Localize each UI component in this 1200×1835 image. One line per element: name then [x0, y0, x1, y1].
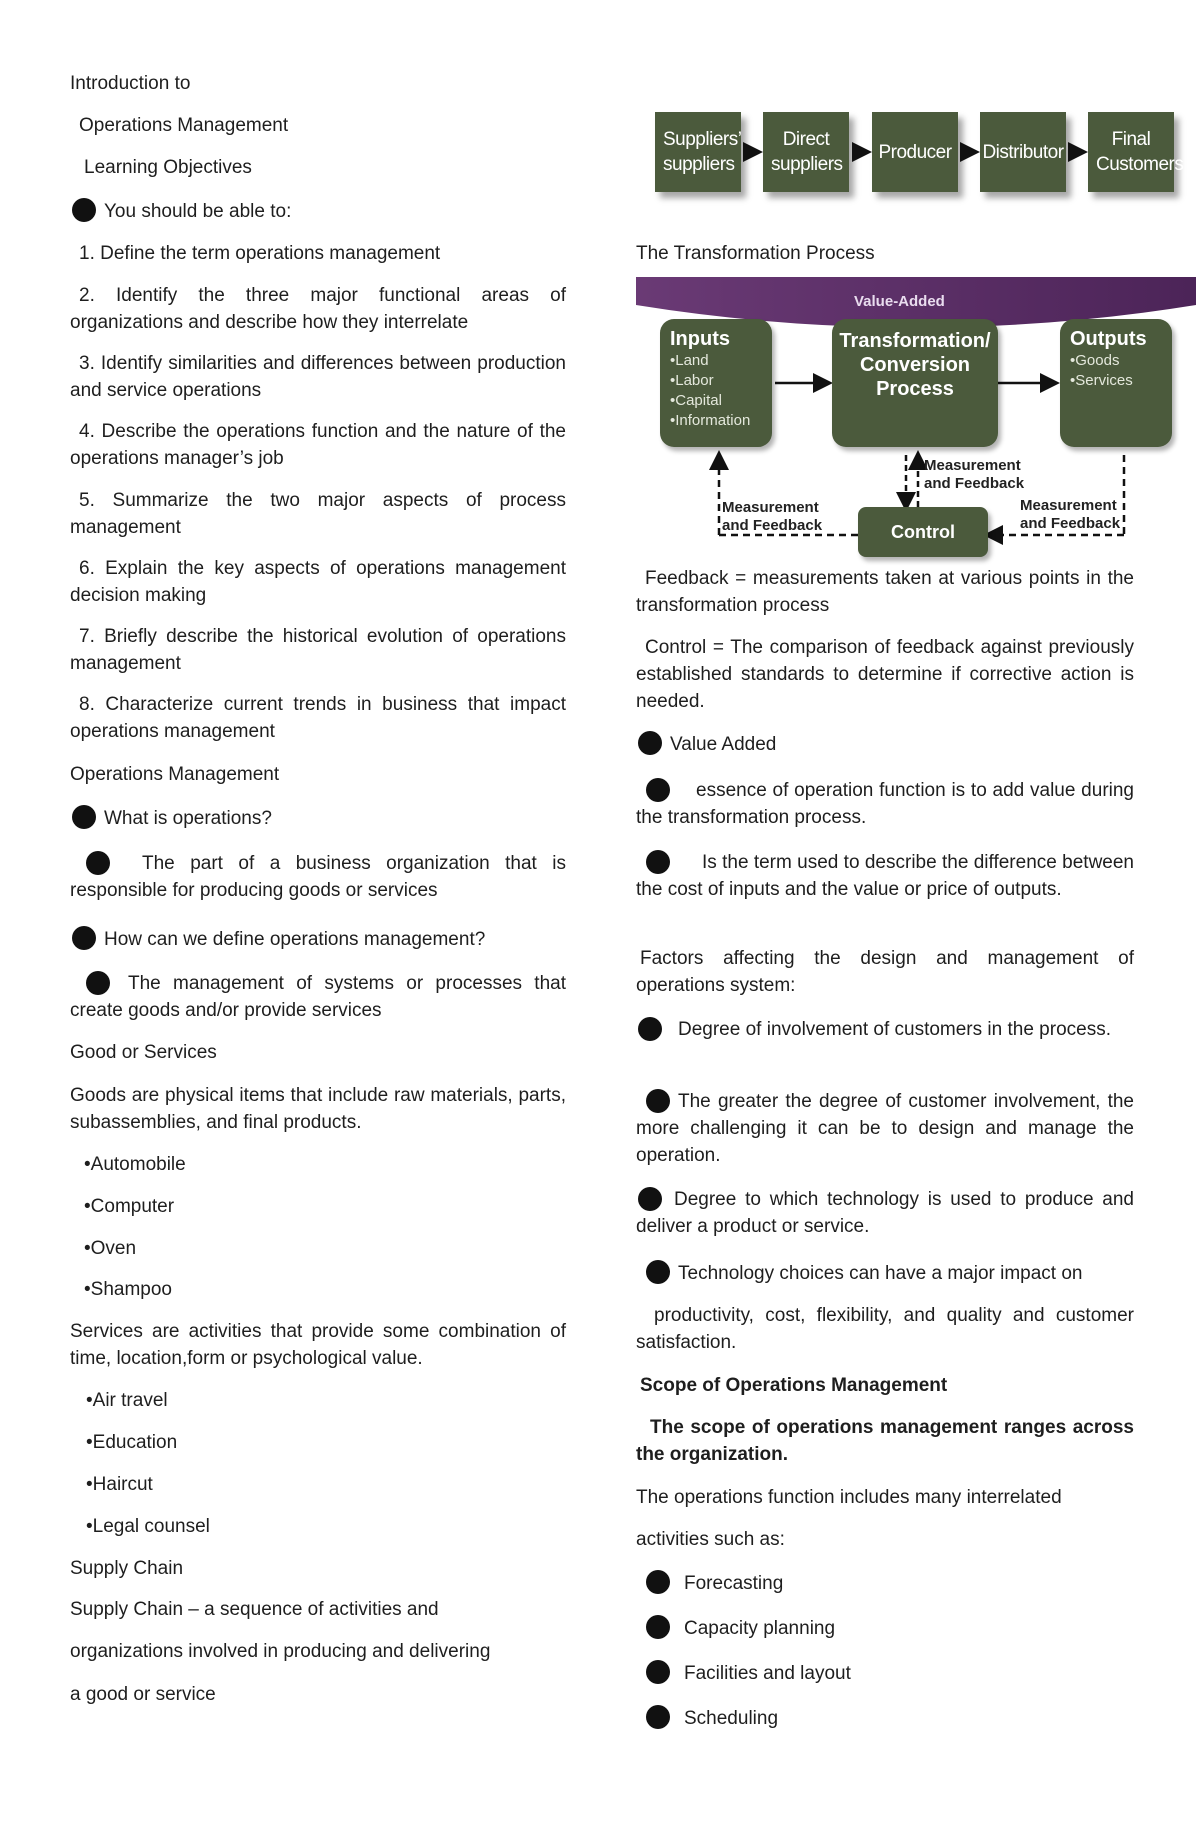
how-define-answer: The management of systems or processes that create goods and/or provide services — [70, 973, 566, 1021]
supply-chain-line: a good or service — [70, 1684, 216, 1705]
control-definition: Control = The comparison of feedback against previously established standards to determine if corrective action is needed. — [636, 637, 1134, 712]
objective-6: 6. Explain the key aspects of operations management decision making — [70, 558, 566, 606]
how-define-bullet — [72, 926, 485, 953]
services-item: •Education — [86, 1432, 178, 1453]
supply-chain-heading: Supply Chain — [70, 1558, 184, 1579]
ops-function-text: The operations function includes many interrelated — [636, 1487, 1062, 1508]
doc-title-line2: Operations Management — [79, 115, 289, 136]
how-define-text: How can we define operations management? — [104, 929, 486, 950]
bullet-icon — [646, 1705, 670, 1729]
goods-item: •Automobile — [84, 1154, 186, 1175]
tech-choices-bullet — [646, 1260, 1083, 1287]
factors-text: Factors affecting the design and management of operations system: — [636, 948, 1134, 996]
services-item: •Haircut — [86, 1474, 153, 1495]
services-text: Services are activities that provide some combination of time, location,form or psychological value. — [70, 1321, 566, 1369]
bullet-icon — [646, 1089, 670, 1113]
bullet-icon — [638, 1187, 662, 1211]
bullet-icon — [646, 1570, 670, 1594]
bullet-icon — [72, 198, 96, 222]
supply-chain-arrows — [650, 110, 1180, 210]
transformation-caption: The Transformation Process — [636, 243, 875, 264]
value-added-label: Value-Added — [854, 293, 945, 310]
control-box — [858, 507, 988, 557]
inputs-item: •Land — [670, 352, 709, 369]
bullet-icon — [646, 1260, 670, 1284]
what-is-answer: The part of a business organization that is responsible for producing goods or services — [70, 853, 566, 901]
scope-heading: Scope of Operations Management — [640, 1375, 948, 1396]
what-is-bullet — [72, 805, 272, 832]
goods-item: •Computer — [84, 1196, 175, 1217]
bullet-icon — [638, 1017, 662, 1041]
goods-item: •Oven — [84, 1238, 137, 1259]
value-added-text: Value Added — [670, 734, 777, 755]
outputs-box — [1060, 319, 1172, 447]
bullet-icon — [646, 778, 670, 802]
objective-2: 2. Identify the three major functional areas of organizations and describe how they interrelate — [70, 285, 566, 333]
outputs-item: •Services — [1070, 372, 1133, 389]
inputs-item: •Capital — [670, 392, 722, 409]
bullet-icon — [638, 731, 662, 755]
outputs-title: Outputs — [1070, 328, 1147, 350]
inputs-box — [660, 319, 772, 447]
process-title-line: Process — [876, 378, 954, 400]
services-item: •Legal counsel — [86, 1516, 210, 1537]
bullet-icon — [646, 1615, 670, 1639]
process-box — [832, 319, 998, 447]
activity-item: Capacity planning — [646, 1615, 835, 1642]
objective-3: 3. Identify similarities and differences between production and service operations — [70, 353, 566, 401]
activity-item: Forecasting — [646, 1570, 783, 1597]
feedback-definition: Feedback = measurements taken at various points in the transformation process — [636, 568, 1134, 616]
degree-involvement: Degree of involvement of customers in the process. — [636, 1016, 1134, 1043]
able-to-text: You should be able to: — [104, 201, 292, 222]
supply-chain-line: organizations involved in producing and delivering — [70, 1641, 491, 1662]
what-is-text: What is operations? — [104, 808, 272, 829]
objective-1: 1. Define the term operations management — [79, 243, 441, 264]
feedback-label-mid: Measurement and Feedback — [924, 457, 1025, 492]
activities-text: activities such as: — [636, 1529, 785, 1550]
bullet-icon — [86, 971, 110, 995]
inputs-item: •Labor — [670, 372, 714, 389]
value-term: Is the term used to describe the difference between the cost of inputs and the value or price of outputs. — [636, 852, 1134, 900]
services-item: •Air travel — [86, 1390, 168, 1411]
learning-objectives-heading: Learning Objectives — [84, 157, 252, 178]
inputs-item: •Information — [670, 412, 751, 429]
process-title-line: Transformation/ — [839, 330, 991, 352]
supply-chain-box: Suppliers’ suppliers — [655, 112, 741, 192]
goods-text: Goods are physical items that include raw materials, parts, subassemblies, and final products. — [70, 1085, 566, 1133]
bullet-icon — [72, 805, 96, 829]
doc-title-line1: Introduction to — [70, 73, 191, 94]
activity-item: Facilities and layout — [646, 1660, 851, 1687]
feedback-label-left: Measurement and Feedback — [722, 499, 823, 534]
bullet-icon — [86, 851, 110, 875]
bullet-icon — [646, 1660, 670, 1684]
bullet-icon — [72, 926, 96, 950]
tech-choices-text: Technology choices can have a major impact on — [678, 1263, 1083, 1284]
objective-8: 8. Characterize current trends in business that impact operations management — [70, 694, 566, 742]
productivity-text: productivity, cost, flexibility, and quality and customer satisfaction. — [636, 1305, 1134, 1353]
goods-heading: Good or Services — [70, 1042, 217, 1063]
value-essence: essence of operation function is to add value during the transformation process. — [636, 780, 1134, 828]
supply-chain-box: Final Customers — [1088, 112, 1174, 192]
value-added-bullet — [638, 731, 776, 758]
supply-chain-box: Distributor — [980, 112, 1066, 192]
objective-5: 5. Summarize the two major aspects of process management — [70, 490, 566, 538]
greater-degree: The greater the degree of customer involvement, the more challenging it can be to design and manage the operation. — [636, 1091, 1134, 1166]
supply-chain-line: Supply Chain – a sequence of activities and — [70, 1599, 439, 1620]
able-to-bullet — [72, 198, 291, 225]
objective-7: 7. Briefly describe the historical evolution of operations management — [70, 626, 566, 674]
degree-technology: Degree to which technology is used to produce and deliver a product or service. — [636, 1189, 1134, 1237]
process-title-line: Conversion — [859, 354, 971, 376]
outputs-item: •Goods — [1070, 352, 1120, 369]
ops-management-heading: Operations Management — [70, 764, 280, 785]
transformation-diagram — [636, 275, 1196, 560]
objective-4: 4. Describe the operations function and the nature of the operations manager’s job — [70, 421, 566, 469]
inputs-title: Inputs — [670, 328, 730, 350]
supply-chain-box: Producer — [872, 112, 958, 192]
scope-text: The scope of operations management ranges across the organization. — [636, 1417, 1134, 1465]
goods-item: •Shampoo — [84, 1279, 172, 1300]
supply-chain-box: Direct suppliers — [763, 112, 849, 192]
control-label: Control — [891, 521, 955, 542]
activity-item: Scheduling — [646, 1705, 778, 1732]
feedback-label-right: Measurement and Feedback — [1020, 497, 1121, 532]
bullet-icon — [646, 850, 670, 874]
supply-chain-diagram — [650, 110, 1184, 210]
